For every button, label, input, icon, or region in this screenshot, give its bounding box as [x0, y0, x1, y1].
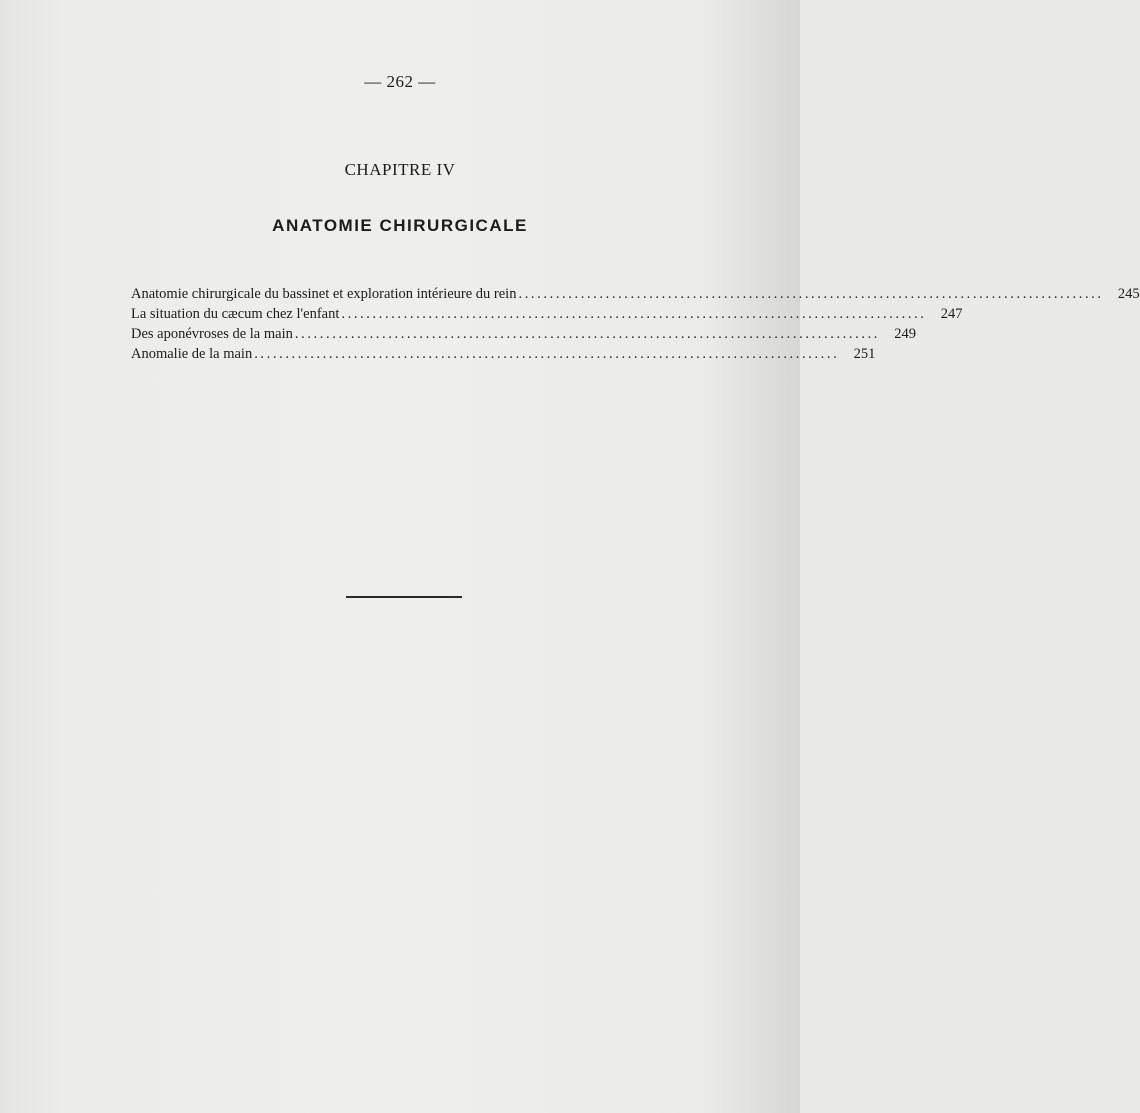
table-of-contents — [131, 284, 1140, 364]
toc-entry-title: Anatomie chirurgicale du bassinet et exploration intérieure du rein — [131, 286, 517, 302]
toc-entry-page: 247 — [940, 306, 963, 322]
end-rule — [346, 596, 462, 598]
toc-entry-title: Des aponévroses de la main — [131, 326, 293, 342]
toc-entry-page: 245 — [1117, 286, 1140, 302]
toc-entry-page: 249 — [894, 326, 917, 342]
toc-entry-page: 251 — [853, 346, 876, 362]
dot-leader: .............................................................................................. — [294, 326, 881, 342]
page-number: — 262 — — [364, 72, 436, 91]
toc-entry-title: Anomalie de la main — [131, 346, 253, 362]
dot-leader: .............................................................................................. — [341, 306, 927, 322]
section-title: ANATOMIE CHIRURGICALE — [272, 216, 528, 235]
toc-entry — [131, 344, 876, 364]
chapter-heading: CHAPITRE IV — [344, 160, 456, 179]
dot-leader: .............................................................................................. — [518, 286, 1104, 302]
toc-entry — [131, 304, 963, 324]
dot-leader: .............................................................................................. — [254, 346, 840, 362]
toc-entry — [131, 284, 1140, 304]
toc-entry — [131, 324, 917, 344]
toc-entry-title: La situation du cæcum chez l'enfant — [131, 306, 340, 322]
